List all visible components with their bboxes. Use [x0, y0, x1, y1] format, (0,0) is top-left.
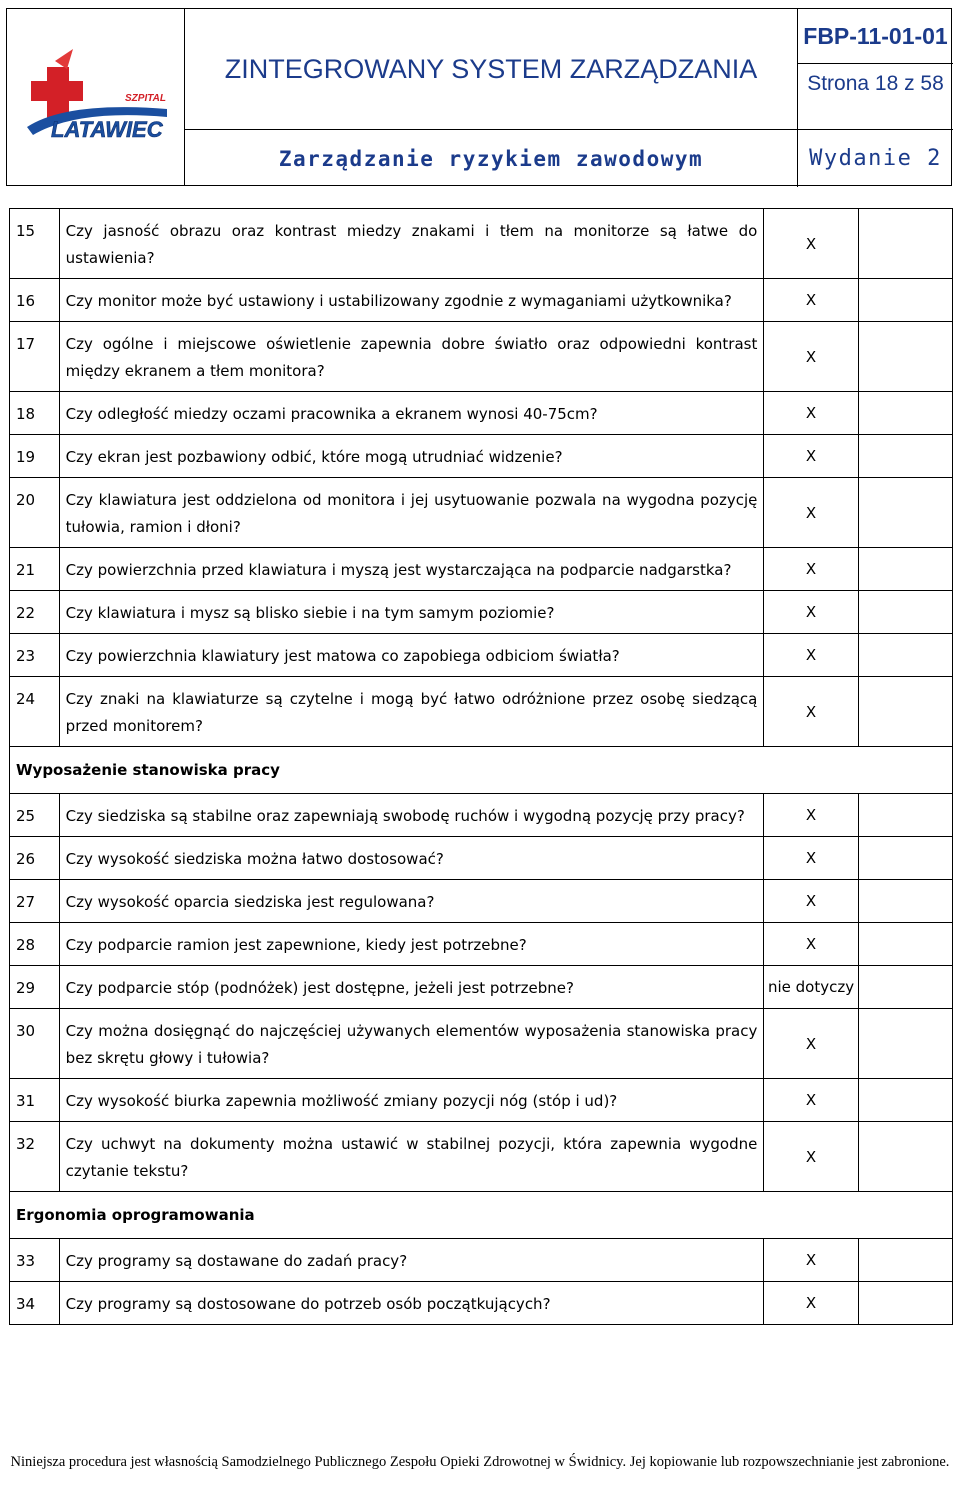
- answer-mark: X: [764, 1282, 858, 1325]
- system-title: ZINTEGROWANY SYSTEM ZARZĄDZANIA: [224, 53, 758, 84]
- table-row: [10, 392, 953, 435]
- row-number: 19: [10, 435, 60, 478]
- remarks-cell: [858, 1282, 952, 1325]
- row-number: 23: [10, 634, 60, 677]
- hospital-logo: [7, 9, 185, 185]
- answer-mark: X: [764, 794, 858, 837]
- answer-mark: X: [764, 478, 858, 548]
- question-text: Czy ekran jest pozbawiony odbić, które mogą utrudniać widzenie?: [59, 435, 764, 478]
- section-header-row: [10, 1192, 953, 1239]
- row-number: 24: [10, 677, 60, 747]
- remarks-cell: [858, 677, 952, 747]
- document-code-cell: [798, 9, 953, 64]
- question-text: Czy powierzchnia klawiatury jest matowa co zapobiega odbiciom światła?: [59, 634, 764, 677]
- row-number: 16: [10, 279, 60, 322]
- table-row: [10, 837, 953, 880]
- question-text: Czy podparcie stóp (podnóżek) jest dostępne, jeżeli jest potrzebne?: [59, 966, 764, 1009]
- latawiec-logo-icon: [7, 9, 185, 187]
- remarks-cell: [858, 837, 952, 880]
- question-text: Czy uchwyt na dokumenty można ustawić w stabilnej pozycji, która zapewnia wygodne czytanie tekstu?: [59, 1122, 764, 1192]
- answer-mark: X: [764, 1122, 858, 1192]
- question-text: Czy znaki na klawiaturze są czytelne i mogą być łatwo odróżnione przez osobę siedzącą przed monitorem?: [59, 677, 764, 747]
- row-number: 22: [10, 591, 60, 634]
- question-text: Czy wysokość siedziska można łatwo dostosować?: [59, 837, 764, 880]
- row-number: 20: [10, 478, 60, 548]
- row-number: 26: [10, 837, 60, 880]
- system-title-cell: [185, 9, 798, 130]
- question-text: Czy programy są dostawane do zadań pracy?: [59, 1239, 764, 1282]
- row-number: 33: [10, 1239, 60, 1282]
- page-number: Strona 18 z 58: [798, 64, 953, 130]
- row-number: 15: [10, 209, 60, 279]
- answer-mark: X: [764, 880, 858, 923]
- remarks-cell: [858, 634, 952, 677]
- remarks-cell: [858, 923, 952, 966]
- table-row: [10, 1009, 953, 1079]
- logo-latawiec-text: LATAWIEC: [51, 117, 163, 142]
- table-row: [10, 966, 953, 1009]
- table-row: [10, 923, 953, 966]
- row-number: 32: [10, 1122, 60, 1192]
- remarks-cell: [858, 322, 952, 392]
- row-number: 34: [10, 1282, 60, 1325]
- row-number: 28: [10, 923, 60, 966]
- answer-mark: X: [764, 209, 858, 279]
- row-number: 29: [10, 966, 60, 1009]
- section-title: Wyposażenie stanowiska pracy: [10, 747, 953, 794]
- answer-mark: X: [764, 548, 858, 591]
- remarks-cell: [858, 1009, 952, 1079]
- question-text: Czy siedziska są stabilne oraz zapewniają swobodę ruchów i wygodną pozycję przy pracy?: [59, 794, 764, 837]
- answer-mark: X: [764, 435, 858, 478]
- remarks-cell: [858, 880, 952, 923]
- remarks-cell: [858, 279, 952, 322]
- table-row: [10, 435, 953, 478]
- question-text: Czy ogólne i miejscowe oświetlenie zapewnia dobre światło oraz odpowiedni kontrast między ekranem a tłem monitora?: [59, 322, 764, 392]
- question-text: Czy klawiatura i mysz są blisko siebie i na tym samym poziomie?: [59, 591, 764, 634]
- answer-mark: X: [764, 923, 858, 966]
- document-header: [6, 8, 952, 186]
- section-title: Ergonomia oprogramowania: [10, 1192, 953, 1239]
- question-text: Czy odległość miedzy oczami pracownika a ekranem wynosi 40-75cm?: [59, 392, 764, 435]
- remarks-cell: [858, 591, 952, 634]
- question-text: Czy klawiatura jest oddzielona od monitora i jej usytuowanie pozwala na wygodna pozycję tułowia, ramion i dłoni?: [59, 478, 764, 548]
- remarks-cell: [858, 794, 952, 837]
- question-text: Czy podparcie ramion jest zapewnione, kiedy jest potrzebne?: [59, 923, 764, 966]
- edition: Wydanie 2: [809, 146, 942, 171]
- edition-cell: [798, 130, 953, 187]
- checklist-table: [9, 208, 953, 1325]
- table-row: [10, 591, 953, 634]
- question-text: Czy jasność obrazu oraz kontrast miedzy znakami i tłem na monitorze są łatwe do ustawienia?: [59, 209, 764, 279]
- row-number: 18: [10, 392, 60, 435]
- answer-mark: nie dotyczy: [764, 966, 858, 1009]
- table-row: [10, 322, 953, 392]
- table-row: [10, 1079, 953, 1122]
- section-header-row: [10, 747, 953, 794]
- question-text: Czy można dosięgnąć do najczęściej używanych elementów wyposażenia stanowiska pracy bez skrętu głowy i tułowia?: [59, 1009, 764, 1079]
- remarks-cell: [858, 966, 952, 1009]
- table-row: [10, 209, 953, 279]
- row-number: 21: [10, 548, 60, 591]
- question-text: Czy powierzchnia przed klawiatura i myszą jest wystarczająca na podparcie nadgarstka?: [59, 548, 764, 591]
- row-number: 31: [10, 1079, 60, 1122]
- answer-mark: X: [764, 1009, 858, 1079]
- table-row: [10, 1122, 953, 1192]
- question-text: Czy monitor może być ustawiony i ustabilizowany zgodnie z wymaganiami użytkownika?: [59, 279, 764, 322]
- table-row: [10, 677, 953, 747]
- table-row: [10, 634, 953, 677]
- question-text: Czy wysokość biurka zapewnia możliwość zmiany pozycji nóg (stóp i ud)?: [59, 1079, 764, 1122]
- remarks-cell: [858, 435, 952, 478]
- answer-mark: X: [764, 837, 858, 880]
- row-number: 17: [10, 322, 60, 392]
- table-row: [10, 1239, 953, 1282]
- answer-mark: X: [764, 634, 858, 677]
- remarks-cell: [858, 1122, 952, 1192]
- answer-mark: X: [764, 322, 858, 392]
- remarks-cell: [858, 1239, 952, 1282]
- logo-szpital-text: SZPITAL: [125, 93, 166, 104]
- document-code: FBP-11-01-01: [803, 22, 948, 49]
- procedure-title: Zarządzanie ryzykiem zawodowym: [278, 146, 704, 171]
- table-row: [10, 279, 953, 322]
- answer-mark: X: [764, 1079, 858, 1122]
- remarks-cell: [858, 1079, 952, 1122]
- footer-note: Niniejsza procedura jest własnością Samodzielnego Publicznego Zespołu Opieki Zdrowotnej w Świdnicy. Jej kopiowanie lub rozpowszechnianie jest zabronione.: [10, 1454, 950, 1470]
- row-number: 25: [10, 794, 60, 837]
- table-row: [10, 1282, 953, 1325]
- remarks-cell: [858, 392, 952, 435]
- answer-mark: X: [764, 279, 858, 322]
- answer-mark: X: [764, 677, 858, 747]
- table-row: [10, 478, 953, 548]
- procedure-title-cell: [185, 130, 798, 187]
- table-row: [10, 880, 953, 923]
- table-row: [10, 794, 953, 837]
- remarks-cell: [858, 548, 952, 591]
- answer-mark: X: [764, 1239, 858, 1282]
- remarks-cell: [858, 209, 952, 279]
- row-number: 30: [10, 1009, 60, 1079]
- answer-mark: X: [764, 392, 858, 435]
- table-row: [10, 548, 953, 591]
- question-text: Czy programy są dostosowane do potrzeb osób początkujących?: [59, 1282, 764, 1325]
- remarks-cell: [858, 478, 952, 548]
- row-number: 27: [10, 880, 60, 923]
- answer-mark: X: [764, 591, 858, 634]
- question-text: Czy wysokość oparcia siedziska jest regulowana?: [59, 880, 764, 923]
